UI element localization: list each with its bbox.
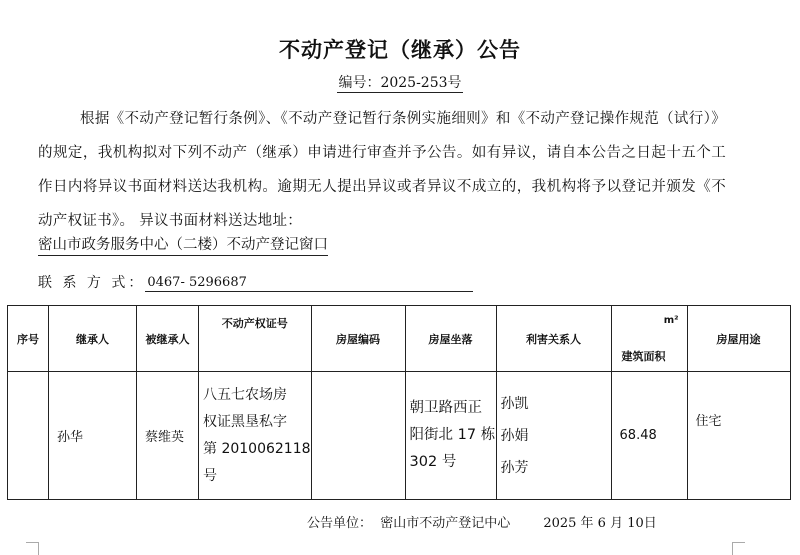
cert-line: 八五七农场房 [203, 386, 287, 403]
notice-title: 不动产登记（继承）公告 [279, 38, 521, 62]
header-usage: 房屋用途 [687, 306, 790, 372]
header-seq: 序号 [8, 306, 49, 372]
stakeholder-name: 孙凯 [500, 395, 529, 412]
stakeholder-name: 孙芳 [500, 459, 529, 476]
notice-body: 根据《不动产登记暂行条例》、《不动产登记暂行条例实施细则》和《不动产登记操作规范（试行）》的规定，我机构拟对下列不动产（继承）申请进行审查并予公告。如有异议，请自本公告之日起十五个工作日内将异议书面材料送达我机构。逾期无人提出异议或者异议不成立的，我机构将予以登记并颁发《不动产权证书》。 异议书面材料送达地址： [38, 111, 726, 229]
cert-line: 号 [203, 467, 217, 484]
header-location: 房屋坐落 [405, 306, 496, 372]
cell-decedent: 蔡维英 [137, 372, 199, 500]
page-corner-mark [26, 542, 39, 555]
header-cert-no: 不动产权证号 [199, 306, 312, 372]
contact-line [38, 272, 473, 292]
header-house-code: 房屋编码 [311, 306, 405, 372]
cell-area: 68.48 [611, 372, 687, 500]
header-heir: 继承人 [49, 306, 137, 372]
stakeholder-name: 孙娟 [500, 427, 529, 444]
document-number: 编号：2025-253号 [338, 75, 462, 91]
cell-location [405, 372, 496, 500]
issuing-unit: 公告单位： 密山市不动产登记中心 [307, 516, 511, 531]
header-area [611, 306, 687, 372]
location-line: 302 号 [409, 454, 457, 470]
table-row [8, 372, 791, 500]
area-unit: m² [663, 315, 679, 326]
registration-table [7, 305, 791, 500]
contact-label: 联 系 方 式： [38, 275, 146, 291]
notice-footer [307, 512, 657, 531]
location-line: 朝卫路西正 [409, 400, 483, 416]
cell-stakeholders [496, 372, 611, 500]
header-decedent: 被继承人 [137, 306, 199, 372]
page-corner-mark [732, 542, 745, 555]
contact-phone: 0467- 5296687 [145, 275, 473, 292]
cert-line: 第 2010062118 [203, 440, 311, 457]
cert-line: 权证黑垦私字 [203, 413, 287, 430]
header-stakeholders: 利害关系人 [496, 306, 611, 372]
notice-date: 2025 年 6 月 10日 [543, 516, 657, 531]
area-label: 建筑面积 [621, 350, 666, 363]
location-line: 阳街北 17 栋 [409, 427, 496, 443]
cell-cert-no [199, 372, 312, 500]
table-header-row [8, 306, 791, 372]
cell-house-code [311, 372, 405, 500]
cell-seq [8, 372, 49, 500]
cell-heir: 孙华 [49, 372, 137, 500]
objection-address: 密山市政务服务中心（二楼）不动产登记窗口 [38, 233, 328, 254]
cell-usage: 住宅 [687, 372, 790, 500]
